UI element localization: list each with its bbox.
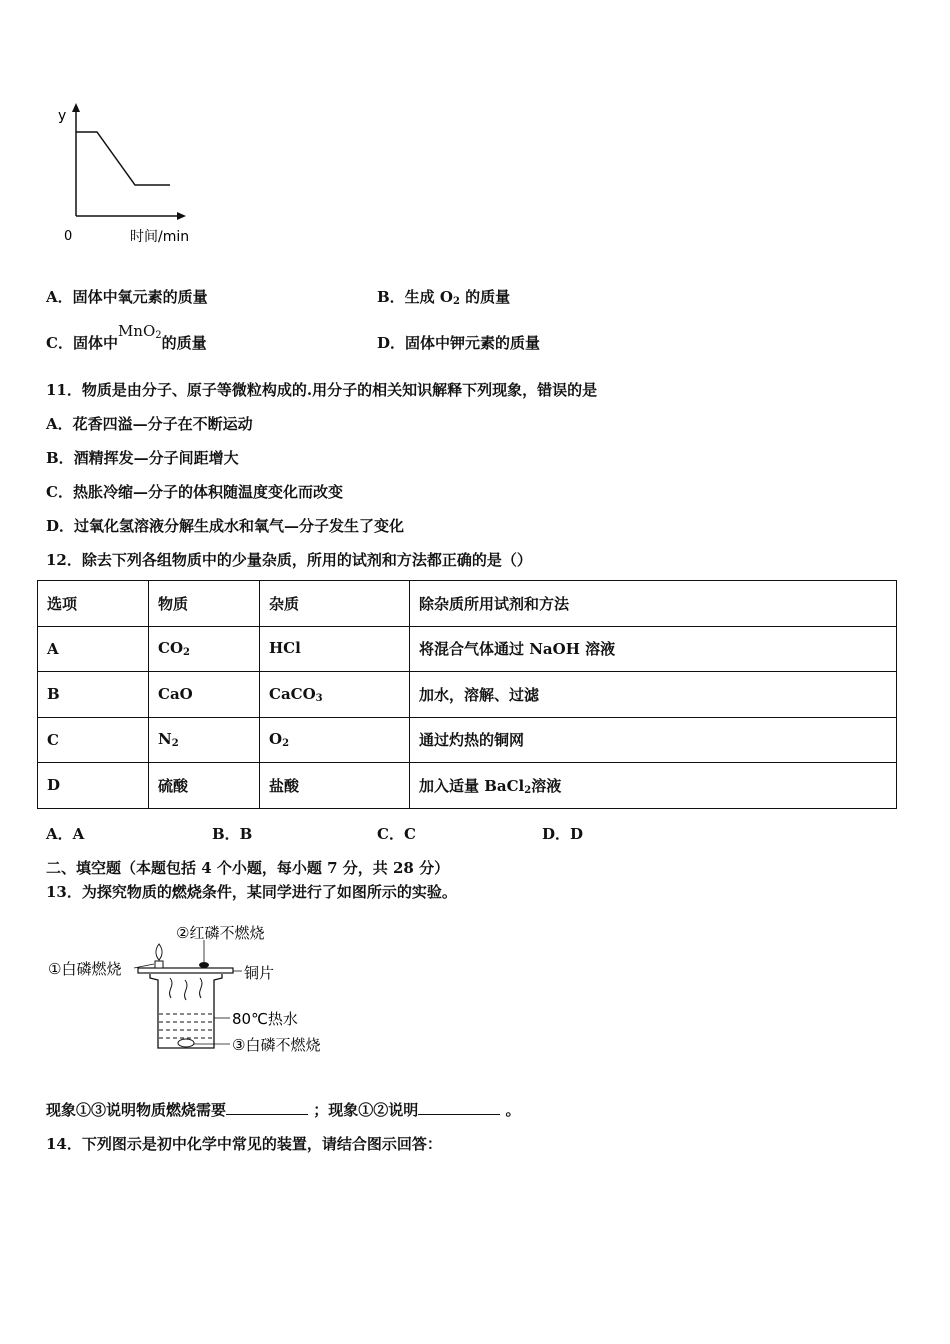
mno2-formula: MnO$_2$ xyxy=(117,322,162,341)
q12-answer-a: A．A xyxy=(46,825,85,843)
label-red-phosphorus: ②红磷不燃烧 xyxy=(176,924,265,942)
answer-blank-2[interactable] xyxy=(418,1100,500,1115)
white-phosphorus-burning xyxy=(155,961,163,968)
q12-table xyxy=(37,580,897,809)
label-white-phosphorus-burn: ①白磷燃烧 xyxy=(48,960,122,978)
header-cell: 选项 xyxy=(38,581,149,627)
q11-option-d: D．过氧化氢溶液分解生成水和氧气—分子发生了变化 xyxy=(46,517,405,535)
cell-impurity: HCl xyxy=(260,626,410,672)
q12-answer-d: D．D xyxy=(542,825,584,843)
q13-stem: 13．为探究物质的燃烧条件，某同学进行了如图所示的实验。 xyxy=(46,883,457,901)
cell-substance: 硫酸 xyxy=(149,763,260,809)
cell-substance: CaO xyxy=(149,672,260,718)
header-cell: 物质 xyxy=(149,581,260,627)
y-time-graph xyxy=(50,98,210,248)
cell-impurity: $O_2$ xyxy=(260,717,410,763)
cell-option: C xyxy=(38,717,149,763)
cell-method: 将混合气体通过 NaOH 溶液 xyxy=(410,626,897,672)
q10-option-d: D．固体中钾元素的质量 xyxy=(377,334,541,352)
cell-impurity: CaCO$_3$ xyxy=(260,672,410,718)
label-copper: 铜片 xyxy=(244,964,275,982)
q11-option-c: C．热胀冷缩—分子的体积随温度变化而改变 xyxy=(46,483,343,501)
origin-label: 0 xyxy=(64,229,73,244)
q11-stem: 11．物质是由分子、原子等微粒构成的.用分子的相关知识解释下列现象，错误的是 xyxy=(46,381,598,399)
table-row xyxy=(38,672,897,718)
cell-option: A xyxy=(38,626,149,672)
cell-substance: $CO_2$ xyxy=(149,626,260,672)
beaker xyxy=(150,974,222,1048)
q10-option-b: B．生成 $O_2$ 的质量 xyxy=(377,288,511,307)
table-row xyxy=(38,626,897,672)
cell-option: D xyxy=(38,763,149,809)
copper-plate xyxy=(138,968,233,973)
header-cell: 除杂质所用试剂和方法 xyxy=(410,581,897,627)
q14-stem: 14．下列图示是初中化学中常见的装置，请结合图示回答： xyxy=(46,1135,442,1153)
flame-icon xyxy=(156,944,162,960)
label-hot-water: 80℃热水 xyxy=(232,1010,298,1028)
y-label: y xyxy=(58,108,67,124)
white-phosphorus-underwater xyxy=(178,1039,194,1047)
curve-line xyxy=(76,132,170,185)
q12-answer-b: B．B xyxy=(212,825,253,843)
x-axis-arrow-icon xyxy=(177,212,186,220)
section2-heading: 二、填空题（本题包括 4 个小题，每小题 7 分，共 28 分） xyxy=(46,859,450,877)
cell-method: 加入适量 BaCl$_2$溶液 xyxy=(410,763,897,809)
cell-method: 通过灼热的铜网 xyxy=(410,717,897,763)
q10-option-a: A．固体中氧元素的质量 xyxy=(46,288,208,306)
x-label: 时间/min xyxy=(130,229,190,245)
red-phosphorus xyxy=(199,962,209,968)
header-cell: 杂质 xyxy=(260,581,410,627)
q10-option-c: C．固体中MnO$_2$的质量 xyxy=(46,322,207,352)
cell-method: 加水，溶解、过滤 xyxy=(410,672,897,718)
answer-blank-1[interactable] xyxy=(226,1100,308,1115)
cell-option: B xyxy=(38,672,149,718)
q11-option-b: B．酒精挥发—分子间距增大 xyxy=(46,449,239,467)
label-white-phosphorus-no: ③白磷不燃烧 xyxy=(232,1036,321,1054)
y-axis-arrow-icon xyxy=(72,103,80,112)
cell-substance: $N_2$ xyxy=(149,717,260,763)
q11-option-a: A．花香四溢—分子在不断运动 xyxy=(46,415,253,433)
q12-stem: 12．除去下列各组物质中的少量杂质，所用的试剂和方法都正确的是（） xyxy=(46,551,532,569)
combustion-experiment-diagram xyxy=(46,918,346,1064)
table-row xyxy=(38,763,897,809)
cell-impurity: 盐酸 xyxy=(260,763,410,809)
q12-answer-c: C．C xyxy=(377,825,416,843)
table-header-row xyxy=(38,581,897,627)
table-row xyxy=(38,717,897,763)
q13-fill-line: 现象①③说明物质燃烧需要 ；现象①②说明 。 xyxy=(46,1101,521,1119)
